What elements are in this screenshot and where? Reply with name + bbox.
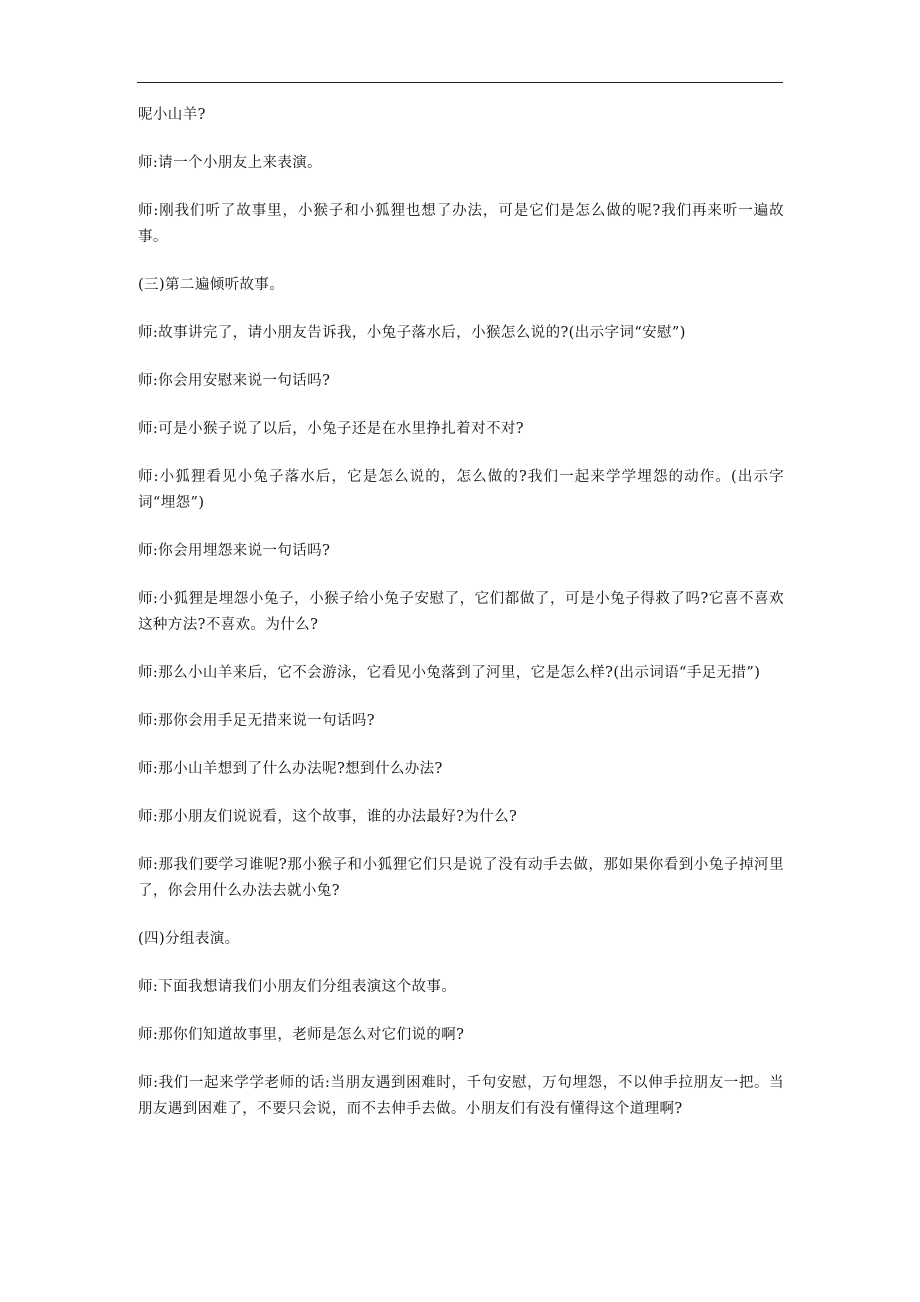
paragraph: 师:那小山羊想到了什么办法呢?想到什么办法? [138, 761, 443, 777]
paragraph: 师:你会用埋怨来说一句话吗? [138, 543, 331, 559]
paragraph: 师:那么小山羊来后，它不会游泳，它看见小兔落到了河里，它是怎么样?(出示词语“手足无措”) [138, 665, 761, 681]
paragraph: 师:你会用安慰来说一句话吗? [138, 373, 331, 389]
section-heading: (四)分组表演。 [138, 931, 240, 947]
header-rule [137, 82, 783, 83]
paragraph: 师:请一个小朋友上来表演。 [138, 155, 323, 171]
paragraph: 师:那小朋友们说说看，这个故事，谁的办法最好?为什么? [138, 809, 518, 825]
paragraph: 师:那你会用手足无措来说一句话吗? [138, 713, 375, 729]
paragraph: 师:那我们要学习谁呢?那小猴子和小狐狸它们只是说了没有动手去做，那如果你看到小兔子掉河里了，你会用什么办法去就小兔? [138, 857, 784, 899]
paragraph: 师:故事讲完了，请小朋友告诉我，小兔子落水后，小猴怎么说的?(出示字词“安慰”) [138, 325, 686, 341]
section-heading: (三)第二遍倾听故事。 [138, 277, 285, 293]
paragraph: 师:小狐狸看见小兔子落水后，它是怎么说的，怎么做的?我们一起来学学埋怨的动作。(出示字词“埋怨”) [138, 469, 784, 511]
paragraph: 呢小山羊? [138, 107, 206, 123]
paragraph: 师:可是小猴子说了以后，小兔子还是在水里挣扎着对不对? [138, 421, 524, 437]
paragraph: 师:下面我想请我们小朋友们分组表演这个故事。 [138, 979, 457, 995]
document-body [138, 102, 784, 1144]
paragraph: 师:我们一起来学学老师的话:当朋友遇到困难时，千句安慰，万句埋怨，不以伸手拉朋友一把。当朋友遇到困难了，不要只会说，而不去伸手去做。小朋友们有没有懂得这个道理啊? [138, 1075, 784, 1117]
paragraph: 师:刚我们听了故事里，小猴子和小狐狸也想了办法，可是它们是怎么做的呢?我们再来听一遍故事。 [138, 203, 784, 245]
paragraph: 师:那你们知道故事里，老师是怎么对它们说的啊? [138, 1027, 465, 1043]
paragraph: 师:小狐狸是埋怨小兔子，小猴子给小兔子安慰了，它们都做了，可是小兔子得救了吗?它喜不喜欢这种方法?不喜欢。为什么? [138, 591, 784, 633]
